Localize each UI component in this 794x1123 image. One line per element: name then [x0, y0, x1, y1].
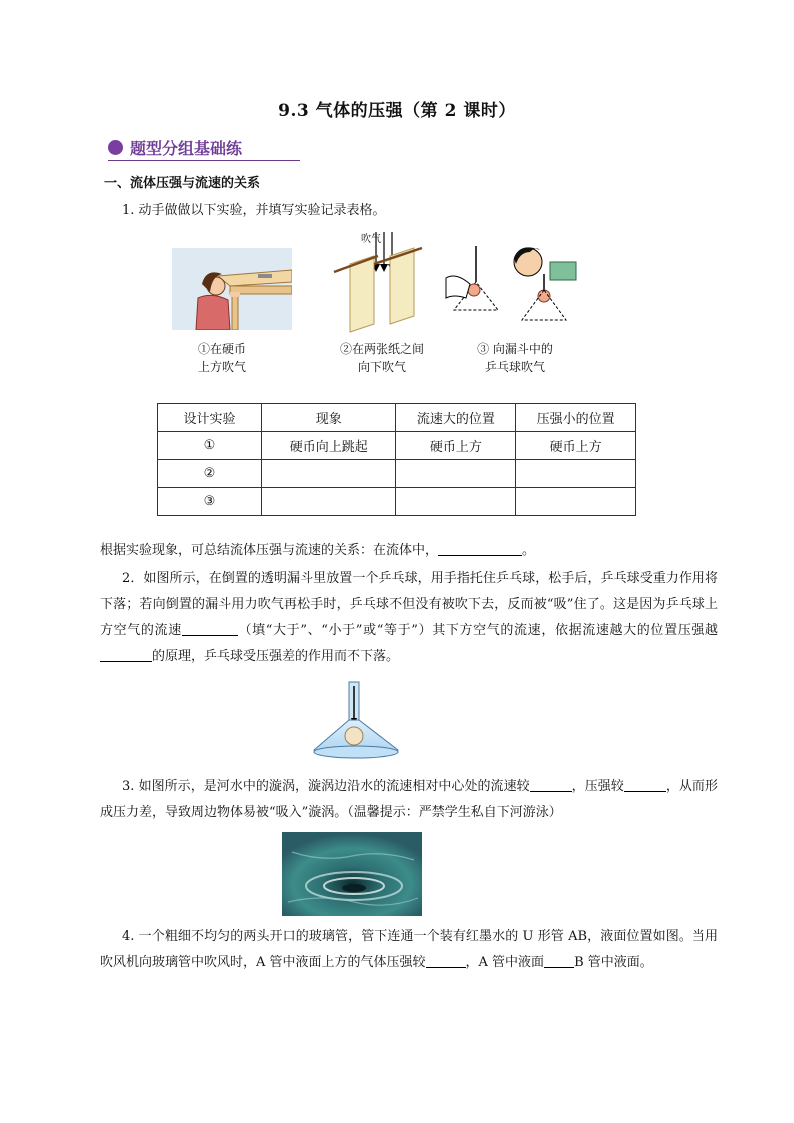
table-header-cell: 流速大的位置 [396, 404, 516, 432]
figure-caption-3: ③ 向漏斗中的 乒乓球吹气 [477, 342, 553, 374]
table-cell-blank[interactable] [396, 460, 516, 488]
funnel-ping-pong-illustration [440, 238, 590, 330]
table-row [158, 432, 636, 460]
table-row [158, 460, 636, 488]
table-cell: ① [158, 432, 262, 460]
blow-label: 吹气 [361, 234, 381, 245]
inverted-funnel-figure [310, 680, 404, 760]
table-cell: 硬币上方 [396, 432, 516, 460]
answer-blank[interactable] [544, 953, 574, 968]
table-cell-blank[interactable] [261, 460, 396, 488]
answer-blank[interactable] [182, 621, 238, 636]
answer-blank[interactable] [426, 953, 466, 968]
table-cell-blank[interactable] [261, 488, 396, 516]
question-2-text: 2．如图所示，在倒置的透明漏斗里放置一个乒乓球，用手指托住乒乓球，松手后，乒乓球受重力作用将下落；若向倒置的漏斗用力吹气再松手时，乒乓球不但没有被吹下去，反而被“吸”住了。这是因为乒乓球上方空气的流速 （填“大于”、“小于”或“等于”）其下方空气的流速，依据流速越大的位置压强越的原理，乒乓球受压强差的作用而不下落。 [100, 571, 718, 664]
subsection-title: 一、流体压强与流速的关系 [104, 176, 261, 191]
table-header-cell: 压强小的位置 [516, 404, 636, 432]
table-cell-blank[interactable] [516, 488, 636, 516]
table-cell: 硬币上方 [516, 432, 636, 460]
section-title: 题型分组基础练 [130, 139, 243, 158]
answer-blank[interactable] [530, 777, 572, 792]
question-4-text: 4. 一个粗细不均匀的两头开口的玻璃管，管下连通一个装有红墨水的 U 形管 AB，液面位置如图。当用吹风机向玻璃管中吹风时，A 管中液面上方的气体压强较 ，A 管中液面 B 管中液面。 [100, 929, 718, 970]
whirlpool-photo [282, 832, 422, 916]
question-1-conclusion: 根据实验现象，可总结流体压强与流速的关系：在流体中， 。 [100, 543, 536, 558]
table-cell: 硬币向上跳起 [261, 432, 396, 460]
table-row [158, 488, 636, 516]
table-header-cell: 设计实验 [158, 404, 262, 432]
table-cell-blank[interactable] [396, 488, 516, 516]
table-cell: ③ [158, 488, 262, 516]
table-cell: ② [158, 460, 262, 488]
girl-blowing-coin-illustration [172, 248, 292, 330]
page-title: 9.3 气体的压强（第 2 课时） [278, 101, 516, 121]
section-header [108, 136, 300, 161]
figure-caption-2: ②在两张纸之间 向下吹气 [339, 342, 424, 374]
bullet-dot-icon [108, 140, 123, 155]
answer-blank[interactable] [100, 647, 152, 662]
table-header-cell: 现象 [261, 404, 396, 432]
figure-caption-1: ①在硬币 上方吹气 [197, 342, 246, 374]
experiment-record-table [157, 403, 636, 516]
question-1-text: 1. 动手做做以下实验，并填写实验记录表格。 [122, 203, 386, 218]
question-3-text: 3. 如图所示，是河水中的漩涡，漩涡边沿水的流速相对中心处的流速较 ，压强较 ，从而形成压力差，导致周边物体易被“吸入”漩涡。（温馨提示：严禁学生私自下河游泳） [100, 779, 718, 820]
table-header-row [158, 404, 636, 432]
answer-blank[interactable] [624, 777, 666, 792]
table-cell-blank[interactable] [516, 460, 636, 488]
answer-blank[interactable] [438, 541, 522, 556]
